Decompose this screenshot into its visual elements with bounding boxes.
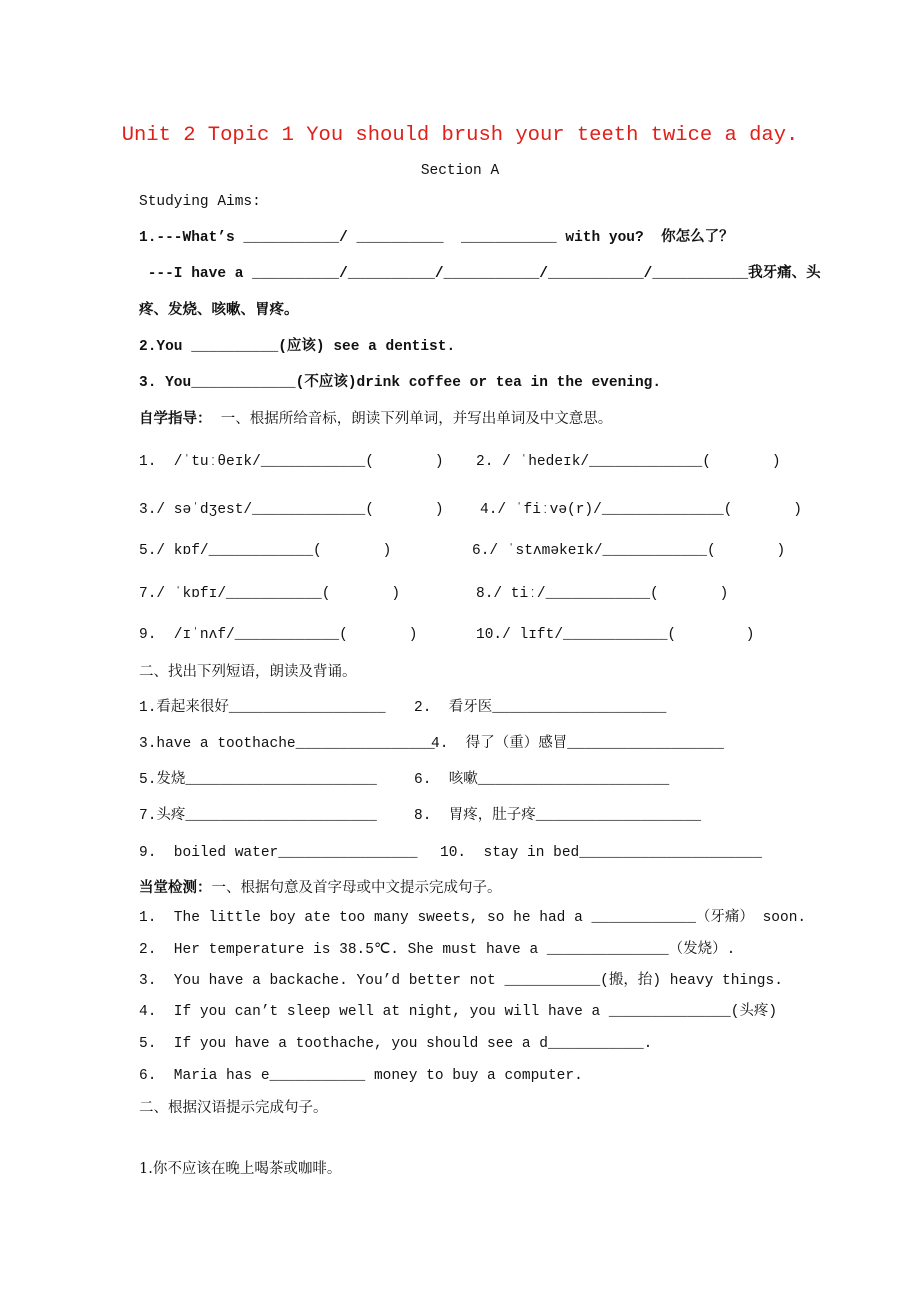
aim-line-4: 2.You __________(应该) see a dentist.	[139, 339, 456, 355]
phrase-item: 1.看起来很好__________________	[139, 700, 386, 716]
guide-heading: 自学指导：	[139, 410, 212, 427]
phrase-item: 7.头疼______________________	[139, 808, 377, 824]
check-item: 1. The little boy ate too many sweets, so he had a ____________（牙痛） soon.	[139, 910, 807, 926]
phonetic-item: 10./ lɪft/____________( )	[476, 627, 755, 643]
phrase-item: 5.发烧______________________	[139, 772, 377, 788]
check-task: 一、根据句意及首字母或中文提示完成句子。	[211, 880, 502, 896]
check-item: 6. Maria has e___________ money to buy a computer.	[139, 1068, 583, 1084]
phonetic-item: 6./ ˈstʌməkeɪk/____________( )	[472, 543, 786, 559]
check-item: 3. You have a backache. You’d better not ___________(搬，抬) heavy things.	[139, 973, 783, 989]
translate-heading: 二、根据汉语提示完成句子。	[139, 1100, 328, 1116]
phonetic-item: 4./ ˈfiːvə(r)/______________( )	[480, 502, 802, 518]
guide-task: 一、根据所给音标，朗读下列单词，并写出单词及中文意思。	[211, 411, 613, 427]
aim-line-1: 1.---What’s ___________/ __________ ___________ with you? 你怎么了？	[139, 230, 734, 246]
phrase-item: 6. 咳嗽______________________	[414, 772, 670, 788]
phrase-item: 2. 看牙医____________________	[414, 700, 667, 716]
phonetic-item: 5./ kɒf/____________( )	[139, 543, 392, 559]
phonetic-item: 9. /ɪˈnʌf/____________( )	[139, 627, 418, 643]
phrase-item: 9. boiled water________________	[139, 845, 418, 861]
phrase-item: 3.have a toothache________________	[139, 736, 435, 752]
phonetic-item: 8./ tiː/____________( )	[476, 586, 729, 602]
check-item: 2. Her temperature is 38.5℃. She must have a ______________（发烧）.	[139, 942, 736, 958]
phrases-heading: 二、找出下列短语，朗读及背诵。	[139, 664, 357, 680]
page-title: Unit 2 Topic 1 You should brush your teeth twice a day.	[121, 124, 799, 147]
check-row	[139, 878, 502, 899]
phonetic-item: 3./ səˈdʒest/_____________( )	[139, 502, 444, 518]
phonetic-item: 7./ ˈkɒfɪ/___________( )	[139, 586, 401, 602]
phrase-item: 8. 胃疼，肚子疼___________________	[414, 808, 702, 824]
guide-row	[139, 409, 612, 430]
section-label: Section A	[420, 163, 500, 179]
check-item: 5. If you have a toothache, you should see a d___________.	[139, 1036, 653, 1052]
phrase-item: 10. stay in bed_____________________	[440, 845, 762, 861]
aims-heading: Studying Aims:	[139, 194, 261, 210]
phonetic-item: 1. /ˈtuːθeɪk/____________( )	[139, 454, 444, 470]
check-item: 4. If you can’t sleep well at night, you will have a ______________(头疼)	[139, 1004, 778, 1020]
aim-line-5: 3. You____________(不应该)drink coffee or tea in the evening.	[139, 375, 662, 391]
phrase-item: 4. 得了（重）感冒__________________	[431, 736, 724, 752]
translate-item: 1.你不应该在晚上喝茶或咖啡。	[139, 1161, 342, 1177]
phonetic-item: 2. / ˈhedeɪk/_____________( )	[476, 454, 781, 470]
aim-line-3: 疼、发烧、咳嗽、胃疼。	[139, 301, 299, 318]
aim-line-2: ---I have a __________/__________/___________/___________/___________我牙痛、头	[139, 266, 821, 282]
check-heading: 当堂检测：	[139, 879, 212, 896]
